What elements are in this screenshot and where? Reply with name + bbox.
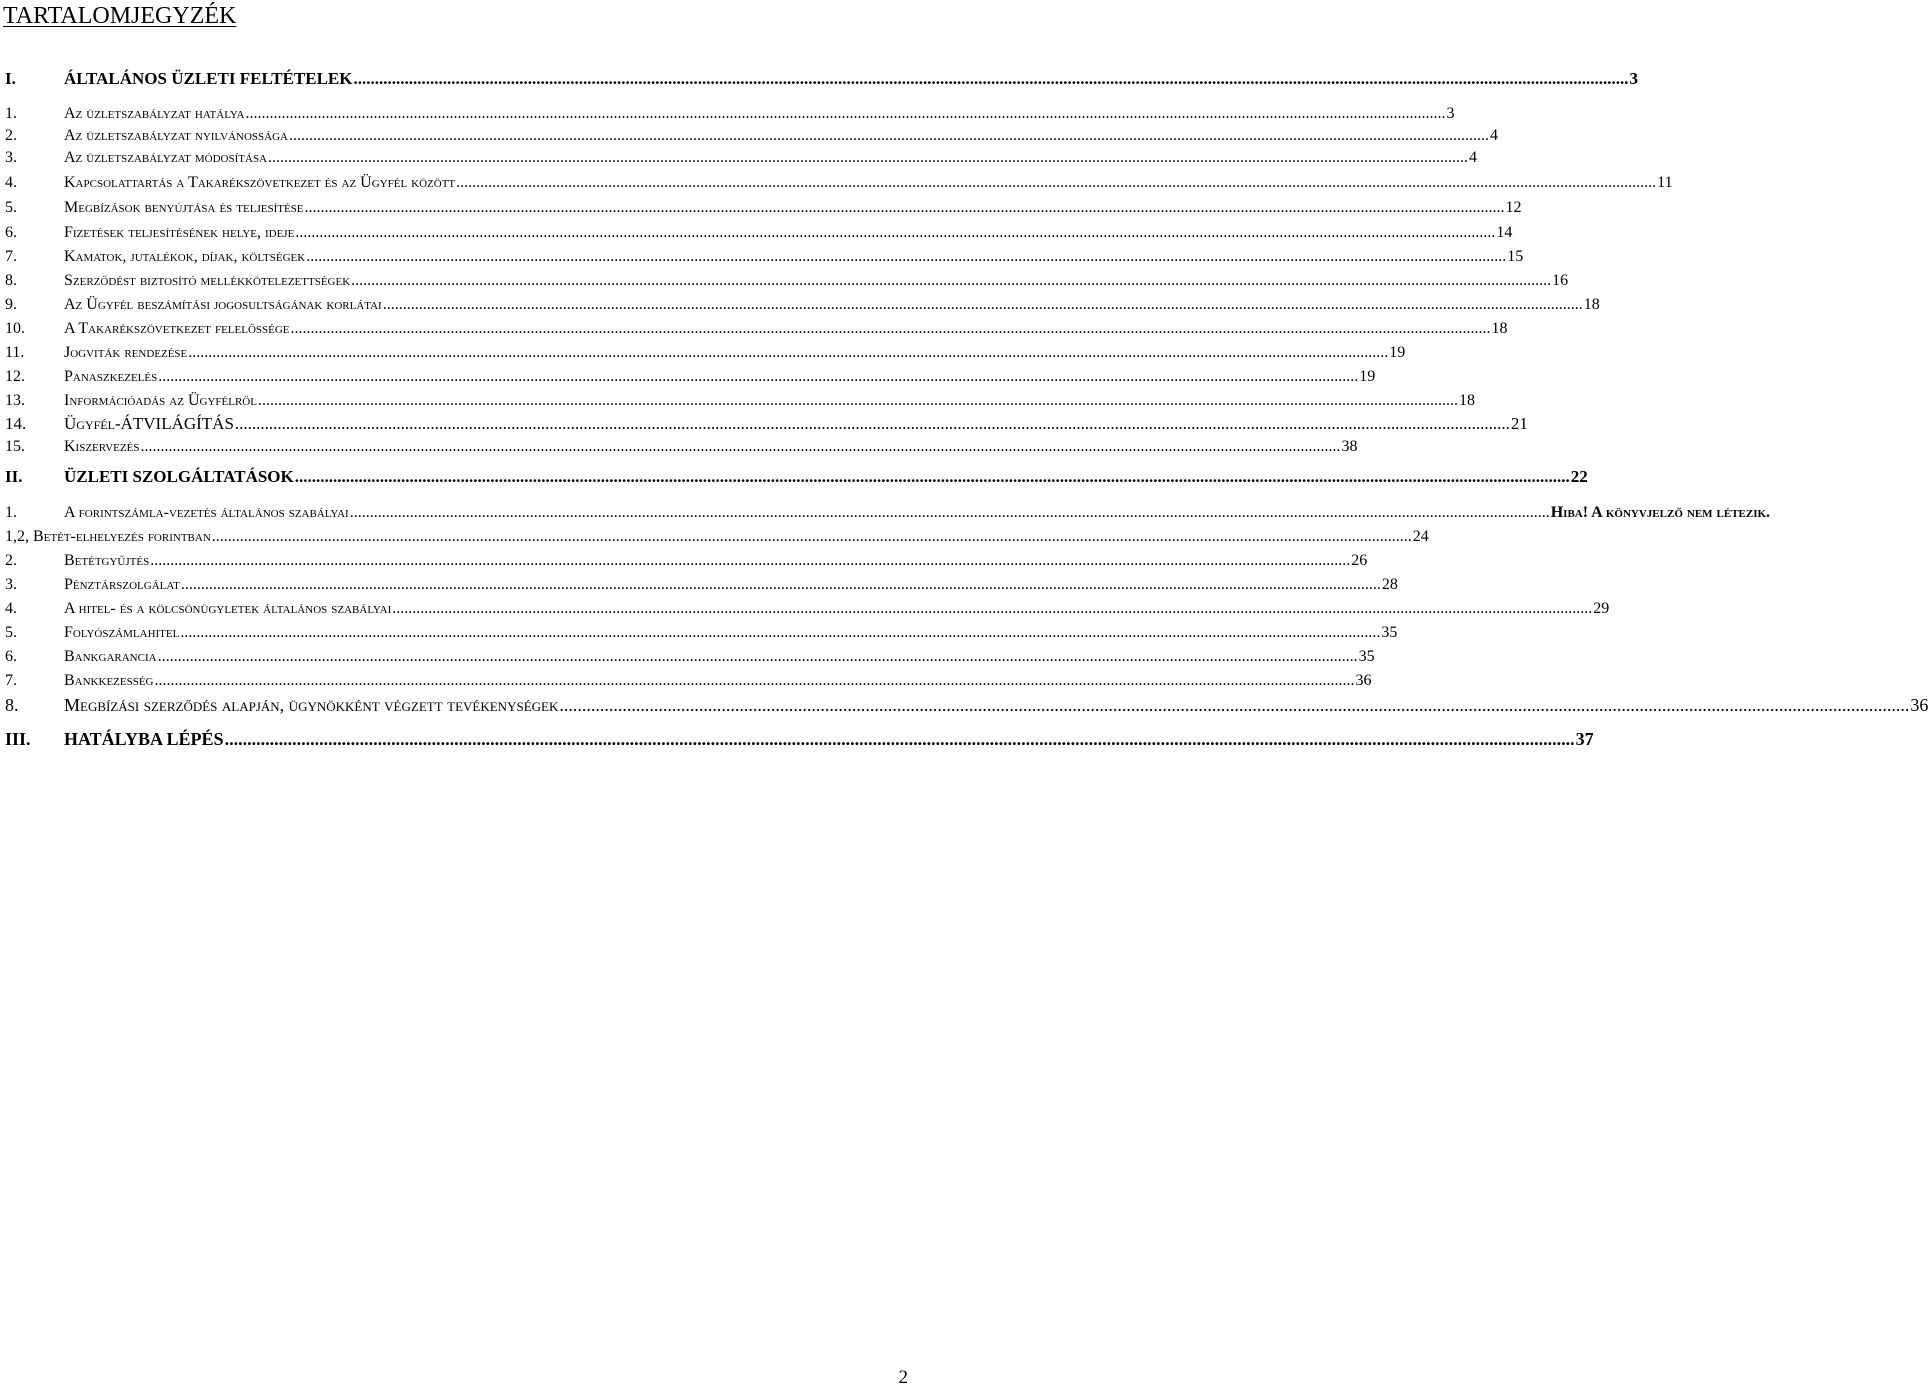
toc-entry-page: 11 [1657, 174, 1673, 191]
toc-entry[interactable] [0, 598, 1610, 620]
toc-entry[interactable] [0, 390, 1475, 412]
toc-entry[interactable] [0, 436, 1358, 458]
toc-entry-page: 36 [1910, 695, 1928, 715]
toc-leader-dots: ............................................................................................................................................................................................................................................................................................................ [351, 272, 1552, 289]
toc-entry-page: 3 [1446, 105, 1455, 122]
toc-entry-page: 37 [1575, 729, 1594, 749]
toc-entry[interactable] [0, 270, 1569, 292]
toc-entry-page: 35 [1358, 648, 1375, 665]
toc-entry-number: 7. [5, 248, 17, 265]
toc-leader-dots: ............................................................................................................................................................................................................................................................................................................ [158, 368, 1359, 385]
toc-entry-number: III. [5, 729, 31, 749]
toc-entry-page: 22 [1570, 467, 1588, 486]
toc-entry[interactable] [0, 197, 1522, 219]
toc-entry-title: Kamatok, jutalékok, díjak, költségek [64, 248, 306, 265]
toc-leader-dots: ............................................................................................................................................................................................................................................................................................................ [211, 528, 1412, 545]
toc-entry-title: Megbízási szerződés alapján, ügynökként végzett tevékenységek [64, 695, 559, 715]
toc-leader-dots: ............................................................................................................................................................................................................................................................................................................ [304, 199, 1505, 216]
toc-entry[interactable] [0, 413, 1528, 435]
toc-entry-number: 10. [5, 320, 25, 337]
toc-leader-dots: ............................................................................................................................................................................................................................................................................................................ [245, 105, 1446, 122]
toc-entry[interactable] [0, 125, 1498, 147]
toc-entry-number: 7. [5, 672, 17, 689]
toc-leader-dots: ............................................................................................................................................................................................................................................................................................................ [188, 344, 1389, 361]
toc-entry-number: 5. [5, 624, 17, 641]
toc-entry-title: A hitel- és a kölcsönügyletek általános szabályai [64, 600, 392, 617]
toc-entry-page: 18 [1491, 320, 1508, 337]
toc-leader-dots: ............................................................................................................................................................................................................................................................................................................ [288, 127, 1489, 144]
toc-leader-dots: ............................................................................................................................................................................................................................................................................................................ [180, 624, 1381, 641]
toc-entry[interactable] [0, 246, 1524, 268]
toc-entry-title: Panaszkezelés [64, 368, 158, 385]
toc-entry-page: 12 [1505, 199, 1522, 216]
toc-entry-title: Az Ügyfél beszámítási jogosultságának korlátai [64, 296, 382, 313]
toc-entry-number: 6. [5, 224, 17, 241]
toc-leader-dots: ............................................................................................................................................................................................................................................................................................................ [294, 467, 1570, 486]
toc-entry-number: 14. [5, 414, 27, 433]
toc-entry-page: 36 [1355, 672, 1372, 689]
toc-entry-title: Az üzletszabályzat nyilvánossága [64, 127, 288, 144]
toc-entry[interactable] [0, 550, 1368, 572]
toc-leader-dots: ............................................................................................................................................................................................................................................................................................................ [257, 392, 1458, 409]
toc-entry-page: 16 [1552, 272, 1569, 289]
toc-entry-number: 8. [5, 272, 17, 289]
toc-entry[interactable] [0, 294, 1600, 316]
toc-entry-page: 35 [1381, 624, 1398, 641]
toc-entry-title: Az üzletszabályzat hatálya [64, 105, 245, 122]
toc-entry-number: 13. [5, 392, 25, 409]
toc-entry-number: 12. [5, 368, 25, 385]
toc-leader-dots: ............................................................................................................................................................................................................................................................................................................ [224, 729, 1575, 749]
toc-entry-number: 8. [5, 695, 19, 715]
toc-entry-page: 19 [1389, 344, 1406, 361]
toc-leader-dots: ............................................................................................................................................................................................................................................................................................................ [234, 414, 1510, 433]
toc-entry-page: 4 [1489, 127, 1498, 144]
toc-entry-title: ÁLTALÁNOS ÜZLETI FELTÉTELEK [64, 69, 353, 88]
toc-leader-dots: ............................................................................................................................................................................................................................................................................................................ [140, 438, 1341, 455]
toc-entry-number: 1. [5, 105, 17, 122]
toc-entry[interactable] [0, 502, 1771, 524]
toc-entry-page: 38 [1341, 438, 1358, 455]
toc-entry-page: 3 [1629, 69, 1638, 88]
toc-entry-title: HATÁLYBA LÉPÉS [64, 729, 224, 749]
toc-entry-title: 1,2, Betét-elhelyezés forintban [5, 528, 211, 545]
toc-entry-title: ÜZLETI SZOLGÁLTATÁSOK [64, 467, 294, 486]
toc-entry-title: Fizetések teljesítésének helye, ideje [64, 224, 295, 241]
toc-entry-page: 15 [1507, 248, 1524, 265]
toc-entry[interactable] [0, 172, 1673, 194]
toc-entry-title: Bankgarancia [64, 648, 157, 665]
toc-leader-dots: ............................................................................................................................................................................................................................................................................................................ [157, 648, 1358, 665]
toc-entry[interactable] [0, 574, 1398, 596]
toc-entry[interactable] [0, 342, 1406, 364]
toc-entry-title: Az üzletszabályzat módosítása [64, 149, 267, 166]
toc-leader-dots: ............................................................................................................................................................................................................................................................................................................ [154, 672, 1355, 689]
toc-leader-dots: ............................................................................................................................................................................................................................................................................................................ [295, 224, 1496, 241]
toc-leader-dots: ............................................................................................................................................................................................................................................................................................................ [150, 552, 1351, 569]
toc-entry-number: 5. [5, 199, 17, 216]
toc-entry-number: 2. [5, 127, 17, 144]
toc-leader-dots: ............................................................................................................................................................................................................................................................................................................ [382, 296, 1583, 313]
toc-entry-number: 6. [5, 648, 17, 665]
toc-entry-number: 1. [5, 504, 17, 521]
toc-leader-dots: ............................................................................................................................................................................................................................................................................................................ [290, 320, 1491, 337]
toc-entry-title: Folyószámlahitel [64, 624, 180, 641]
toc-entry-page: 18 [1458, 392, 1475, 409]
toc-entry-number: 3. [5, 576, 17, 593]
toc-entry-title: Pénztárszolgálat [64, 576, 180, 593]
toc-entry[interactable] [0, 694, 1928, 716]
toc-entry-page: 19 [1359, 368, 1376, 385]
toc-leader-dots: ............................................................................................................................................................................................................................................................................................................ [353, 69, 1629, 88]
toc-leader-dots: ............................................................................................................................................................................................................................................................................................................ [268, 149, 1468, 166]
toc-entry[interactable] [0, 646, 1375, 668]
toc-entry-page: 24 [1412, 528, 1429, 545]
toc-entry-page: 26 [1351, 552, 1368, 569]
toc-leader-dots: ............................................................................................................................................................................................................................................................................................................ [349, 504, 1550, 521]
toc-entry-number: 2. [5, 552, 17, 569]
toc-entry-page: 4 [1469, 149, 1477, 166]
toc-entry-title: Jogviták rendezése [64, 344, 188, 361]
toc-entry[interactable] [0, 670, 1372, 692]
toc-entry-part-1[interactable] [0, 68, 1638, 90]
toc-entry-page: 21 [1510, 414, 1528, 433]
toc-leader-dots: ............................................................................................................................................................................................................................................................................................................ [392, 600, 1593, 617]
toc-leader-dots: ............................................................................................................................................................................................................................................................................................................ [180, 576, 1381, 593]
toc-entry-title: Kiszervezés [64, 438, 140, 455]
toc-entry[interactable] [0, 526, 1429, 548]
toc-entry-number: I. [5, 69, 16, 88]
toc-entry-title: Ügyfél-ÁTVILÁGÍTÁS [64, 414, 234, 433]
toc-entry[interactable] [0, 622, 1398, 644]
toc-entry-part-3[interactable] [0, 728, 1594, 750]
toc-leader-dots: ............................................................................................................................................................................................................................................................................................................ [559, 695, 1910, 715]
toc-entry[interactable] [0, 222, 1513, 244]
toc-entry[interactable] [0, 103, 1455, 125]
toc-entry-title: Kapcsolattartás a Takarékszövetkezet és az Ügyfél között [64, 174, 456, 191]
toc-entry-page: 14 [1496, 224, 1513, 241]
toc-entry-title: Szerződést biztosító mellékkötelezettségek [64, 272, 351, 289]
toc-entry-page: 18 [1583, 296, 1600, 313]
toc-entry-title: A Takarékszövetkezet felelőssége [64, 320, 290, 337]
toc-entry-number: 9. [5, 296, 17, 313]
page-title: TARTALOMJEGYZÉK [3, 3, 237, 29]
toc-entry-title: Információadás az Ügyfélről [64, 392, 257, 409]
toc-entry-number: 11. [5, 344, 25, 361]
toc-entry[interactable] [0, 318, 1508, 340]
toc-entry-number: 4. [5, 174, 17, 191]
toc-entry-title: Bankkezesség [64, 672, 154, 689]
page-number: 2 [898, 1367, 908, 1388]
toc-leader-dots: ............................................................................................................................................................................................................................................................................................................ [456, 174, 1657, 191]
toc-entry[interactable] [0, 147, 1477, 169]
toc-entry-part-2[interactable] [0, 466, 1588, 488]
toc-entry-number: 15. [5, 438, 25, 455]
toc-entry-title: A forintszámla-vezetés általános szabályai [64, 504, 349, 521]
toc-entry-number: II. [5, 467, 23, 486]
toc-entry-error-text: Hiba! A könyvjelző nem létezik. [1550, 504, 1771, 521]
toc-entry[interactable] [0, 366, 1376, 388]
toc-entry-page: 28 [1381, 576, 1398, 593]
toc-entry-number: 3. [5, 149, 17, 166]
toc-entry-title: Megbízások benyújtása és teljesítése [64, 199, 304, 216]
toc-entry-page: 29 [1593, 600, 1610, 617]
toc-leader-dots: ............................................................................................................................................................................................................................................................................................................ [306, 248, 1507, 265]
toc-entry-number: 4. [5, 600, 17, 617]
toc-entry-title: Betétgyűjtés [64, 552, 150, 569]
